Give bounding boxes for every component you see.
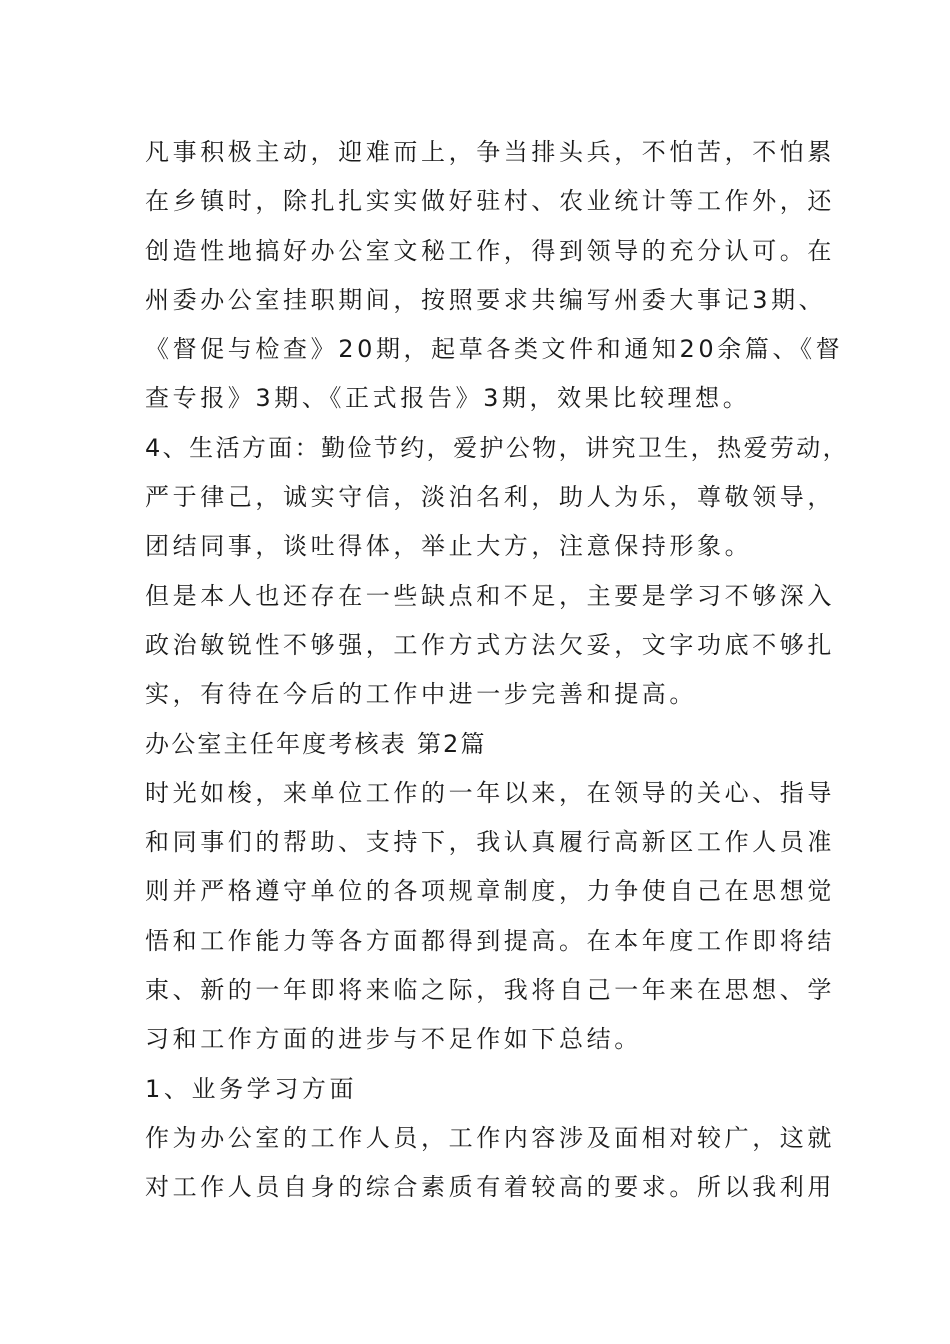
text-line: 团结同事，谈吐得体，举止大方，注意保持形象。 [145, 532, 753, 561]
text-line: 查专报》3期、《正式报告》3期，效果比较理想。 [145, 384, 751, 413]
text-line: 4、生活方面：勤俭节约，爱护公物，讲究卫生，热爱劳动， [145, 433, 850, 462]
text-line: 束、新的一年即将来临之际，我将自己一年来在思想、学 [145, 976, 835, 1005]
text-line: 但是本人也还存在一些缺点和不足，主要是学习不够深入 [145, 581, 835, 610]
text-line: 对工作人员自身的综合素质有着较高的要求。所以我利用 [145, 1173, 835, 1202]
text-line: 在乡镇时，除扎扎实实做好驻村、农业统计等工作外，还 [145, 187, 835, 216]
text-line: 作为办公室的工作人员，工作内容涉及面相对较广，这就 [145, 1123, 835, 1152]
text-line: 严于律己，诚实守信，淡泊名利，助人为乐，尊敬领导， [145, 483, 835, 512]
text-line: 《督促与检查》20期，起草各类文件和通知20余篇、《督 [145, 335, 844, 364]
text-line: 州委办公室挂职期间，按照要求共编写州委大事记3期、 [145, 285, 827, 314]
text-line: 凡事积极主动，迎难而上，争当排头兵，不怕苦，不怕累 [145, 138, 835, 166]
section-heading: 办公室主任年度考核表 第2篇 [145, 729, 487, 758]
text-line: 则并严格遵守单位的各项规章制度，力争使自己在思想觉 [145, 877, 835, 906]
text-line: 实，有待在今后的工作中进一步完善和提高。 [145, 680, 697, 709]
text-line: 时光如梭，来单位工作的一年以来，在领导的关心、指导 [145, 778, 835, 807]
text-line: 悟和工作能力等各方面都得到提高。在本年度工作即将结 [145, 926, 835, 955]
text-line: 创造性地搞好办公室文秘工作，得到领导的充分认可。在 [145, 236, 835, 265]
document-body [145, 128, 850, 1213]
text-line: 政治敏锐性不够强，工作方式方法欠妥，文字功底不够扎 [145, 630, 835, 659]
subsection-heading: 1、业务学习方面 [145, 1074, 358, 1103]
text-line: 习和工作方面的进步与不足作如下总结。 [145, 1025, 642, 1054]
text-line: 和同事们的帮助、支持下，我认真履行高新区工作人员准 [145, 828, 835, 857]
